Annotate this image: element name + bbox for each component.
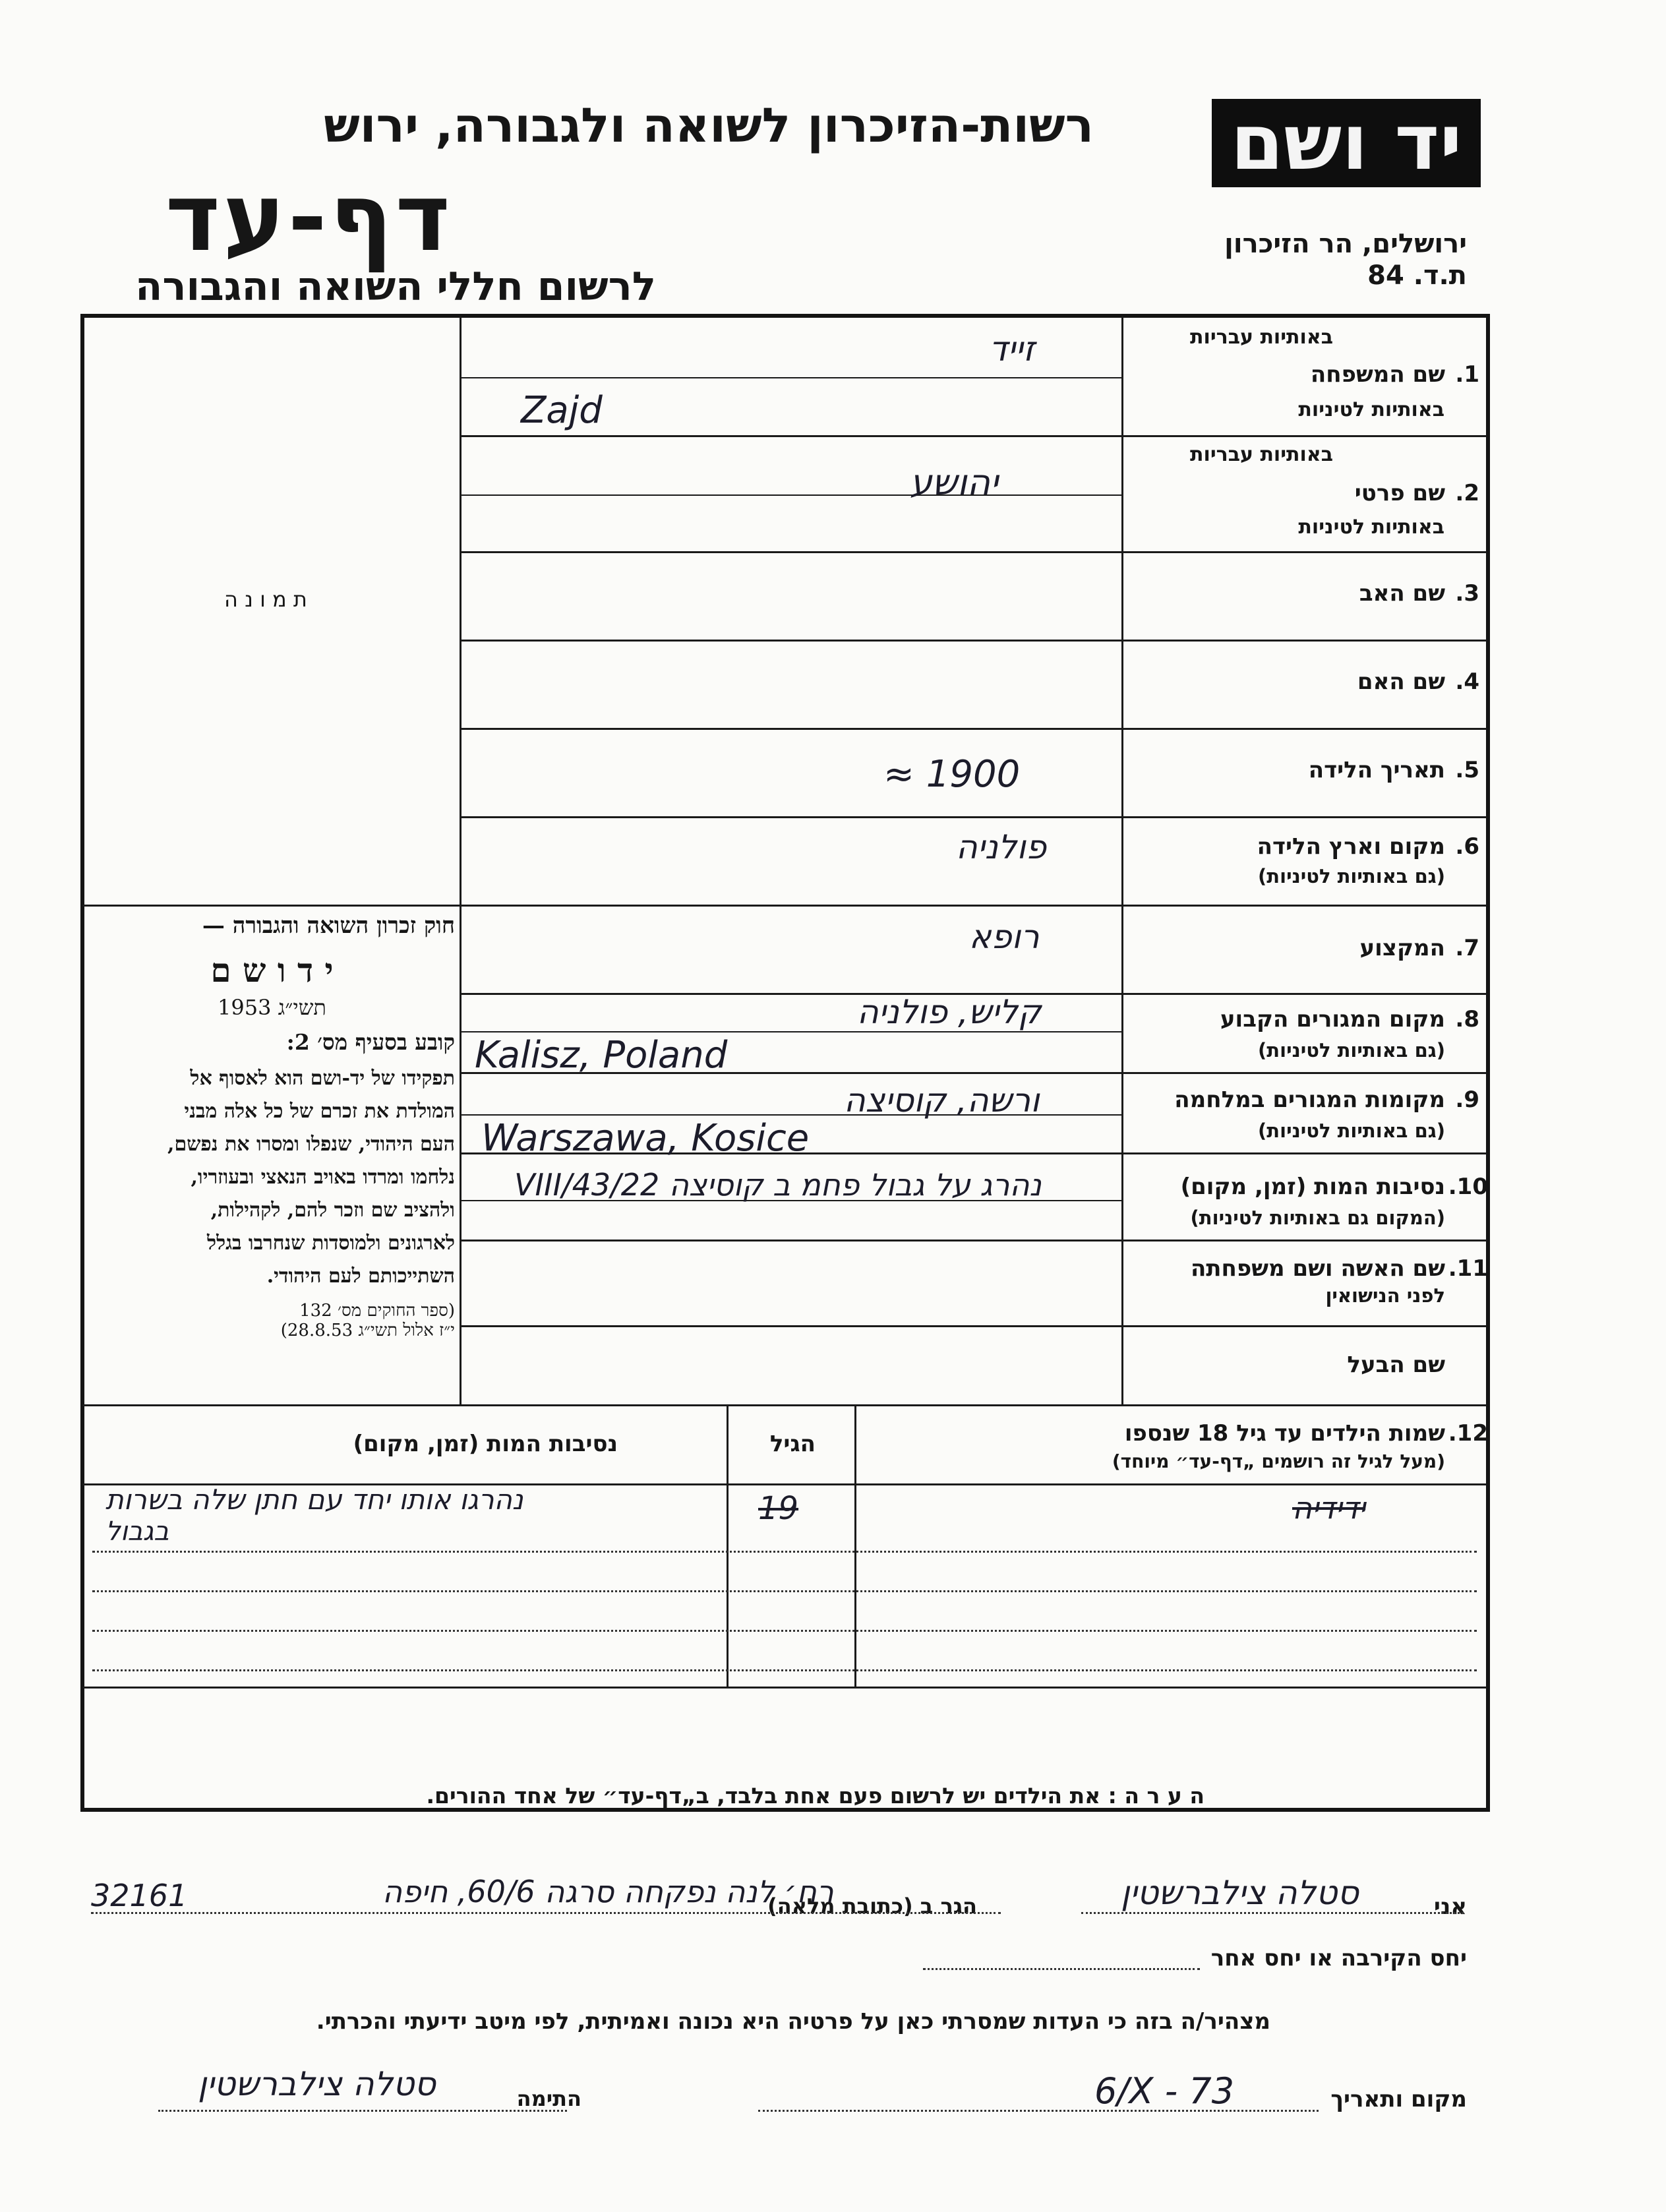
field-11-number: 11. — [1448, 1255, 1488, 1282]
field-3-number: 3. — [1455, 580, 1479, 607]
relation-label: יחס הקירבה או יחס אחר — [1210, 1945, 1467, 1971]
row-line — [82, 905, 461, 907]
children-row-line — [92, 1551, 1477, 1553]
photo-label: ת מ ו נ ה — [224, 587, 307, 612]
field-11-label: שם האשה ושם משפחתה — [1190, 1255, 1445, 1282]
yad-vashem-logo: יד ושם — [1212, 99, 1481, 187]
sub-line — [461, 1031, 1121, 1032]
law-body-line: העם היהודי, שנפלו ומסרו את נפשם, — [167, 1133, 455, 1156]
surname-latin-value[interactable]: Zajd — [521, 389, 603, 432]
field-8-number: 8. — [1455, 1006, 1479, 1032]
children-row-line — [92, 1669, 1477, 1671]
field-4-number: 4. — [1455, 669, 1479, 695]
authority-name: רשות-הזיכרון לשואה ולגבורה, ירוש — [324, 98, 1094, 153]
field-9-label: מקומות המגורים במלחמה — [1174, 1087, 1445, 1113]
field-10-label: נסיבות המות (זמן, מקום) — [1180, 1174, 1445, 1200]
row-line — [461, 435, 1487, 437]
date-value[interactable]: 6/X - 73 — [1094, 2070, 1235, 2112]
child-death-value-line2[interactable]: בגבול — [105, 1516, 169, 1547]
birth-date-value[interactable]: ≈ 1900 — [883, 753, 1021, 796]
signature-label: התימה — [516, 2086, 581, 2111]
field-11-sub: לפני הנישואין — [1325, 1284, 1445, 1307]
given-name-hebrew-value[interactable]: יהושע — [910, 462, 999, 503]
field-7-label: המקצוע — [1359, 935, 1445, 961]
signature-value[interactable]: סטלה צילברשטין — [198, 2065, 436, 2103]
children-names-subheader: (מעל לגיל זה רושמים „דף-עד״ מיוחד) — [1112, 1450, 1445, 1472]
field-2-sub-hebrew: באותיות עבריות — [1190, 443, 1333, 466]
field-6-label: מקום וארץ הלידה — [1257, 833, 1445, 860]
law-section: קובע בסעיף מס׳ 2: — [286, 1029, 455, 1055]
row-line — [461, 640, 1487, 642]
law-body-line: נלחמו ומרדו באויב הנאצי ובעוזריו, — [191, 1166, 455, 1189]
children-age-header: הגיל — [769, 1431, 816, 1457]
law-body-line: השתייכותם לעם היהודי. — [266, 1265, 455, 1288]
wartime-residence-latin-value[interactable]: Warszawa, Kosice — [481, 1117, 810, 1160]
law-yad-vashem: י ד ו ש ם — [210, 951, 334, 990]
field-2-label: שם פרטי — [1354, 480, 1445, 506]
address-line-2: ת.ד. 84 — [1367, 260, 1467, 291]
field-8-label: מקום המגורים הקבוע — [1220, 1006, 1445, 1032]
row-line — [461, 905, 1487, 907]
row-line — [461, 728, 1487, 730]
children-note: ה ע ר ה : את הילדים יש לרשום פעם אחת בלבד, ב„דף-עד״ של אחד ההורים. — [426, 1783, 1205, 1808]
row-line — [461, 816, 1487, 818]
form-subtitle: לרשום חללי השואה והגבורה — [135, 264, 656, 310]
law-body-line: לארגונים ולמוסדות שנחרבו בגלל — [207, 1232, 455, 1255]
field-6-sub: (גם באותיות לטיניות) — [1258, 865, 1445, 887]
children-row-line — [92, 1590, 1477, 1592]
law-text-block — [89, 912, 455, 1340]
surname-hebrew-value[interactable]: זייד — [989, 330, 1035, 369]
field-8-sub: (גם באותיות לטיניות) — [1258, 1039, 1445, 1061]
wartime-residence-hebrew-value[interactable]: ורשה, קוסיצה — [844, 1081, 1040, 1120]
children-names-header: שמות הילדים עד גיל 18 שנספו — [1124, 1420, 1445, 1447]
children-death-header: נסיבות המות (זמן, מקום) — [353, 1431, 618, 1457]
field-2-sub-latin: באותיות לטיניות — [1298, 516, 1444, 539]
field-9-number: 9. — [1455, 1087, 1479, 1113]
residence-hebrew-value[interactable]: קליש, פולניה — [857, 993, 1042, 1031]
field-1-sub-latin: באותיות לטיניות — [1298, 398, 1444, 421]
signature-line — [158, 2110, 567, 2112]
field-1-number: 1. — [1455, 361, 1479, 388]
child-age-value[interactable]: 19 — [758, 1490, 799, 1527]
form-title: דף-עד — [165, 164, 453, 272]
children-bottom-line — [82, 1687, 1487, 1689]
field-1-sub-hebrew: באותיות עבריות — [1190, 326, 1333, 349]
children-divider-2 — [854, 1404, 856, 1688]
law-citation-1: (ספר החוקים מס׳ 132 — [299, 1301, 455, 1321]
declarant-prefix: אני — [1433, 1894, 1467, 1920]
declarant-name-line — [1081, 1912, 1464, 1914]
residence-latin-value[interactable]: Kalisz, Poland — [475, 1034, 728, 1077]
law-body-line: ולהציב שם וזכר להם, לקהילות, — [210, 1199, 455, 1222]
place-date-label: מקום ותאריך — [1330, 2086, 1467, 2112]
declarant-postal-value[interactable]: 32161 — [91, 1878, 188, 1913]
child-death-value[interactable]: נהרגו אותו יחד עם חתן שלה בשרות — [105, 1483, 523, 1516]
field-5-label: תאריך הלידה — [1308, 757, 1445, 783]
birth-place-value[interactable]: פולניה — [956, 828, 1047, 866]
law-body-line: המולדת את זכרם של כל אלה מבני — [184, 1100, 455, 1123]
law-year: תשי״ג 1953 — [218, 995, 326, 1020]
row-line — [461, 1325, 1487, 1327]
declarant-address-value[interactable]: רח׳ לנה נפקחה סרגה 60/6, חיפה — [382, 1874, 834, 1909]
declarant-address-line — [91, 1912, 1001, 1914]
row-line — [82, 1404, 1487, 1406]
law-title: חוק זכרון השואה והגבורה — — [202, 912, 455, 939]
row-line — [461, 1240, 1487, 1241]
field-6-number: 6. — [1455, 833, 1479, 860]
law-citation-2: י״ז אלול תשי״ג 28.8.53) — [280, 1321, 455, 1340]
law-body — [89, 1062, 455, 1293]
field-10-sub: (המקום גם באותיות לטיניות) — [1190, 1207, 1445, 1229]
law-body-line: תפקידו של יד-ושם הוא לאסוף אל — [190, 1067, 455, 1090]
children-divider-1 — [727, 1404, 729, 1688]
field-10-number: 10. — [1448, 1174, 1488, 1200]
field-7-number: 7. — [1455, 935, 1479, 961]
declarant-name-value[interactable]: סטלה צילברשטין — [1121, 1874, 1359, 1912]
field-9-sub: (גם באותיות לטיניות) — [1258, 1120, 1445, 1142]
address-block — [1224, 228, 1467, 291]
husband-label: שם הבעל — [1347, 1352, 1445, 1378]
field-5-number: 5. — [1455, 757, 1479, 783]
profession-value[interactable]: רופא — [969, 918, 1040, 956]
sub-line — [461, 377, 1121, 378]
address-line-1: ירושלים, הר הזיכרון — [1224, 229, 1467, 259]
address-label: הגר ב (כתובת מלאה) — [767, 1894, 977, 1919]
children-number: 12. — [1448, 1420, 1488, 1447]
field-2-number: 2. — [1455, 480, 1479, 506]
child-name-value[interactable]: ידידיה — [1292, 1490, 1366, 1526]
row-line — [461, 551, 1487, 553]
children-row-line — [92, 1630, 1477, 1632]
field-4-label: שם האם — [1357, 669, 1445, 695]
relation-line — [923, 1968, 1200, 1970]
declaration-text: מצהיר/ה בזה כי העדות שמסרתי כאן על פרטיה היא נכונה ואמיתית, לפי מיטב ידיעתי והכרתי. — [316, 2008, 1270, 2035]
death-circumstances-value[interactable]: נהרג על גבול פחמ ב קוסיצה 22/VIII/43 — [514, 1167, 1042, 1203]
sub-line — [461, 494, 1121, 496]
field-3-label: שם האב — [1359, 580, 1445, 607]
date-line — [758, 2110, 1319, 2112]
field-1-label: שם המשפחה — [1310, 361, 1445, 388]
